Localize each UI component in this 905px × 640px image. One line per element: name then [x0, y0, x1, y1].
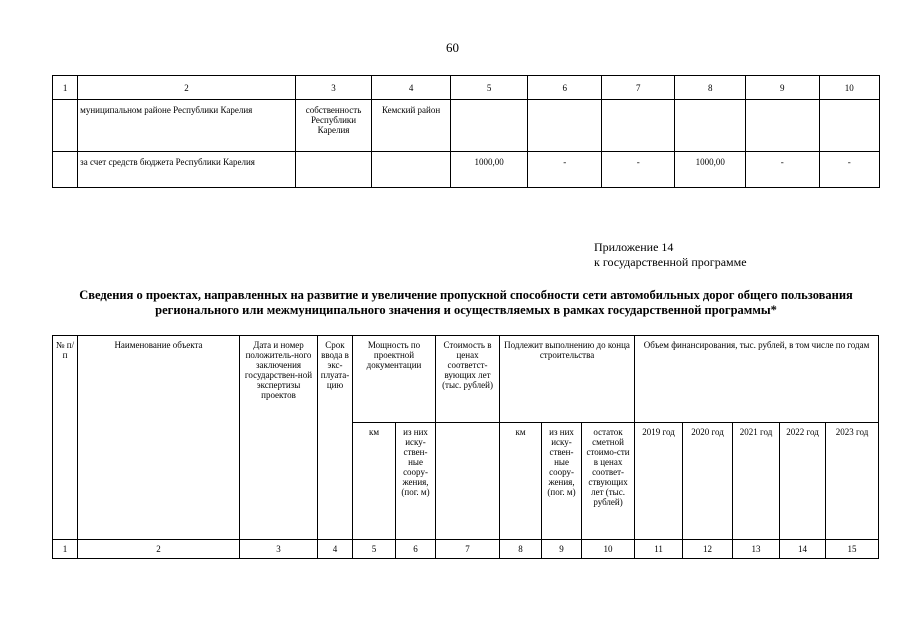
header-cell-year: 2021 год: [733, 423, 780, 540]
appendix-line: к государственной программе: [594, 255, 747, 269]
table-cell: 3: [295, 76, 372, 100]
table-row: [53, 152, 880, 188]
table-cell: 11: [635, 540, 683, 559]
table-cell: 5: [450, 76, 528, 100]
table-cell: 15: [826, 540, 879, 559]
table-cell: -: [601, 152, 675, 188]
header-cell-term: Срок ввода в экс-плуата-цию: [318, 336, 353, 540]
appendix-note: [594, 240, 747, 270]
table-cell: 2: [78, 540, 240, 559]
header-cell-km: км: [500, 423, 542, 540]
table-cell: 1000,00: [675, 152, 746, 188]
header-cell-year: 2023 год: [826, 423, 879, 540]
table-cell: 4: [318, 540, 353, 559]
table-cell: 6: [396, 540, 436, 559]
table-cell: 6: [528, 76, 602, 100]
header-cell-date: Дата и номер положитель-ного заключения государствен-ной экспертизы проектов: [240, 336, 318, 540]
table-cell: 1000,00: [450, 152, 528, 188]
table-cell: за счет средств бюджета Республики Карелия: [78, 152, 296, 188]
table-cell: 10: [819, 76, 879, 100]
header-cell-name: Наименование объекта: [78, 336, 240, 540]
table-header-row: [53, 336, 879, 423]
table-cell: муниципальном районе Республики Карелия: [78, 100, 296, 152]
table-cell: [819, 100, 879, 152]
table-cell: Кемский район: [372, 100, 451, 152]
table-header-row: [53, 76, 880, 100]
table-cell: 8: [675, 76, 746, 100]
projects-table: [52, 335, 879, 559]
table-cell: 4: [372, 76, 451, 100]
table-cell: -: [819, 152, 879, 188]
table-cell: [295, 152, 372, 188]
table-cell: [53, 100, 78, 152]
header-cell-km: км: [353, 423, 396, 540]
table-cell: собственность Республики Карелия: [295, 100, 372, 152]
table-cell: 7: [601, 76, 675, 100]
header-cell-structures: из них иску-ствен-ные соору-жения, (пог. м): [542, 423, 582, 540]
table-cell: 10: [582, 540, 635, 559]
table-cell: -: [528, 152, 602, 188]
table-cell: 3: [240, 540, 318, 559]
table-cell: 12: [683, 540, 733, 559]
table-cell: 8: [500, 540, 542, 559]
table-cell: -: [745, 152, 819, 188]
header-cell-year: 2019 год: [635, 423, 683, 540]
header-cell-structures: из них иску-ствен-ные соору-жения, (пог. м): [396, 423, 436, 540]
table-cell: 9: [745, 76, 819, 100]
table-cell: 9: [542, 540, 582, 559]
table-row: [53, 100, 880, 152]
header-cell-year: 2022 год: [780, 423, 826, 540]
table-cell: [436, 423, 500, 540]
page-number: 60: [446, 40, 459, 55]
table-cell: 7: [436, 540, 500, 559]
header-cell-remaining: Подлежит выполнению до конца строительства: [500, 336, 635, 423]
header-cell-capacity: Мощность по проектной документации: [353, 336, 436, 423]
table-cell: [528, 100, 602, 152]
table-cell: 2: [78, 76, 296, 100]
table-cell: 13: [733, 540, 780, 559]
table-cell: [675, 100, 746, 152]
header-cell-remaining-cost: остаток сметной стоимо-сти в ценах соответ-ствующих лет (тыс. рублей): [582, 423, 635, 540]
table-cell: [601, 100, 675, 152]
header-cell-financing: Объем финансирования, тыс. рублей, в том числе по годам: [635, 336, 879, 423]
header-cell-no: № п/п: [53, 336, 78, 540]
table-cell: 5: [353, 540, 396, 559]
table-cell: 1: [53, 76, 78, 100]
continued-table: [52, 75, 880, 188]
column-numbers-row: [53, 540, 879, 559]
header-cell-cost: Стоимость в ценах соответст-вующих лет (тыс. рублей): [436, 336, 500, 423]
table-cell: [372, 152, 451, 188]
appendix-line: Приложение 14: [594, 240, 674, 254]
table-cell: [450, 100, 528, 152]
table-cell: 14: [780, 540, 826, 559]
table-cell: [745, 100, 819, 152]
table-cell: 1: [53, 540, 78, 559]
header-cell-year: 2020 год: [683, 423, 733, 540]
table-cell: [53, 152, 78, 188]
document-title: Сведения о проектах, направленных на развитие и увеличение пропускной способности сети автомобильных дорог общего пользования регионального или межмуниципального значения и осуществляемых в рамках государственной программы*: [79, 288, 853, 317]
